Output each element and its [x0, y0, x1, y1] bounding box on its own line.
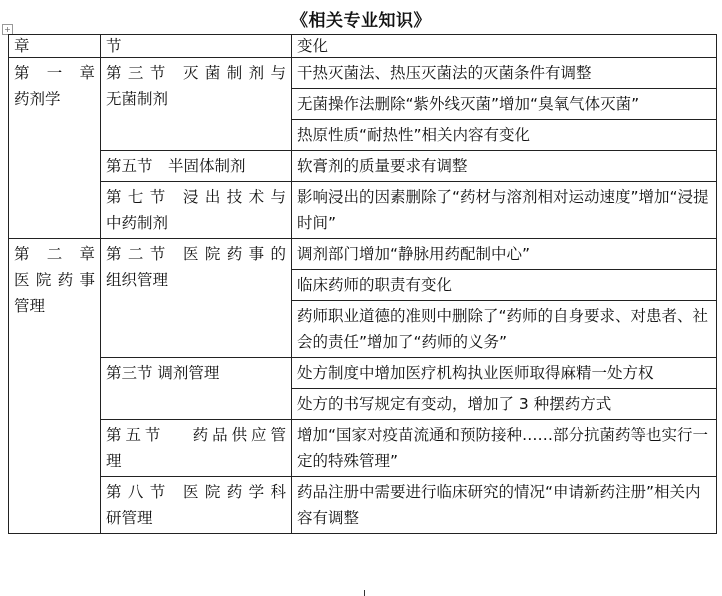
change-cell: 无菌操作法删除“紫外线灭菌”增加“臭氧气体灭菌” [292, 89, 717, 120]
table-row [9, 477, 717, 534]
change-cell: 干热灭菌法、热压灭菌法的灭菌条件有调整 [292, 58, 717, 89]
chapter-name: 医院药事 [14, 271, 95, 289]
change-cell: 药师职业道德的准则中删除了“药师的自身要求、对患者、社会的责任”增加了“药师的义务” [292, 301, 717, 358]
text-cursor [364, 590, 365, 596]
section-cell [101, 239, 292, 358]
section-label-cont: 研管理 [106, 509, 153, 527]
change-cell: 临床药师的职责有变化 [292, 270, 717, 301]
changes-table [8, 34, 717, 534]
table-row [9, 58, 717, 89]
change-cell: 处方的书写规定有变动，增加了 3 种摆药方式 [292, 389, 717, 420]
change-cell: 影响浸出的因素删除了“药材与溶剂相对运动速度”增加“浸提时间” [292, 182, 717, 239]
table-row [9, 151, 717, 182]
table-row [9, 239, 717, 270]
section-label-cont: 组织管理 [106, 271, 169, 289]
section-label: 第七节 浸出技术与 [106, 188, 286, 206]
section-label-cont: 无菌制剂 [106, 90, 169, 108]
section-label: 第八节 医院药学科 [106, 483, 286, 501]
change-cell: 处方制度中增加医疗机构执业医师取得麻精一处方权 [292, 358, 717, 389]
chapter-name: 药剂学 [14, 90, 61, 108]
change-cell: 热原性质“耐热性”相关内容有变化 [292, 120, 717, 151]
change-cell: 增加“国家对疫苗流通和预防接种……部分抗菌药等也实行一定的特殊管理” [292, 420, 717, 477]
change-cell: 调剂部门增加“静脉用药配制中心” [292, 239, 717, 270]
header-chapter: 章 [9, 35, 101, 58]
table-header-row [9, 35, 717, 58]
chapter-label: 第 二 章 [14, 245, 95, 263]
section-cell [101, 182, 292, 239]
table-row [9, 420, 717, 477]
header-change: 变化 [292, 35, 717, 58]
section-cell: 第三节 调剂管理 [101, 358, 292, 420]
chapter-cell [9, 239, 101, 534]
section-label: 第二节 医院药事的 [106, 245, 286, 263]
section-cell [101, 477, 292, 534]
chapter-cell [9, 58, 101, 239]
section-label: 第五节 药品供应管 [106, 426, 286, 444]
table-row [9, 182, 717, 239]
table-move-handle-icon[interactable]: + [2, 24, 13, 35]
change-cell: 药品注册中需要进行临床研究的情况“申请新药注册”相关内容有调整 [292, 477, 717, 534]
chapter-name-cont: 管理 [14, 297, 46, 315]
section-label-cont: 理 [106, 452, 122, 470]
table-row [9, 358, 717, 389]
section-label: 第三节 灭菌制剂与 [106, 64, 286, 82]
section-cell: 第五节 半固体制剂 [101, 151, 292, 182]
header-section: 节 [101, 35, 292, 58]
change-cell: 软膏剂的质量要求有调整 [292, 151, 717, 182]
section-cell [101, 58, 292, 151]
section-label-cont: 中药制剂 [106, 214, 169, 232]
chapter-label: 第 一 章 [14, 64, 95, 82]
document-title: 《相关专业知识》 [291, 11, 431, 31]
section-cell [101, 420, 292, 477]
